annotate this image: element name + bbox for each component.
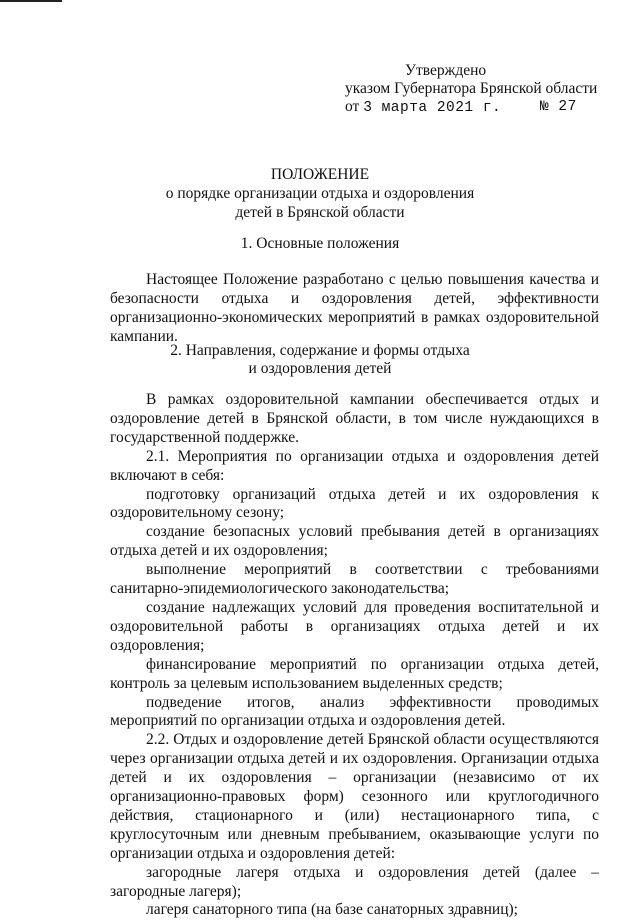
section-2-body	[110, 391, 599, 920]
document-subtitle-line-2: детей в Брянской области	[235, 204, 405, 221]
paragraph: загородные лагеря отдыха и оздоровления детей (далее – загородные лагеря);	[110, 863, 599, 900]
paragraph: В рамках оздоровительной кампании обеспечивается отдых и оздоровление детей в Брянской области, в том числе нуждающихся в государственной поддержке.	[110, 391, 599, 446]
paragraph: выполнение мероприятий в соответствии с требованиями санитарно-эпидемиологического законодательства;	[110, 561, 599, 598]
paragraph: создание надлежащих условий для проведения воспитательной и оздоровительной работы в организациях отдыха детей и их оздоровления;	[110, 598, 599, 654]
paragraph: финансирование мероприятий по организации отдыха детей, контроль за целевым использованием выделенных средств;	[110, 655, 599, 692]
section-1-body	[110, 271, 599, 347]
section-2-heading-line-1: 2. Направления, содержание и формы отдыха	[170, 342, 470, 359]
approval-block	[345, 62, 597, 117]
decree-number: № 27	[540, 99, 577, 115]
paragraph: подготовку организаций отдыха детей и их оздоровления к оздоровительному сезону;	[110, 485, 599, 522]
paragraph: 2.2. Отдых и оздоровление детей Брянской области осуществляются через организации отдыха детей и их оздоровления. Организации отдыха детей и их оздоровления – организации (независимо от их организационно-правовых форм) сезонного или круглогодичного действия, стационарного и (или) нестационарного типа, с круглосуточным или дневным пребыванием, оказывающие услуги по организации отдыха и оздоровления детей:	[110, 731, 599, 862]
approved-label: Утверждено	[405, 62, 487, 79]
paragraph: лагеря санаторного типа (на базе санаторных здравниц);	[146, 901, 518, 919]
paragraph: создание безопасных условий пребывания детей в организациях отдыха детей и их оздоровления;	[110, 523, 599, 560]
date-line	[345, 98, 597, 117]
paragraph: 2.1. Мероприятия по организации отдыха и оздоровления детей включают в себя:	[110, 447, 599, 484]
date-prefix: от	[345, 98, 360, 115]
paragraph: Настоящее Положение разработано с целью повышения качества и безопасности отдыха и оздоровления детей, эффективности организационно-экономических мероприятий в рамках оздоровительной кампании.	[110, 271, 599, 345]
decree-label: указом Губернатора Брянской области	[345, 80, 598, 97]
decree-date: 3 марта 2021 г.	[363, 100, 502, 116]
top-edge-line	[0, 0, 62, 2]
section-2-heading-line-2: и оздоровления детей	[248, 360, 392, 377]
document-title: ПОЛОЖЕНИЕ	[270, 166, 370, 183]
paragraph: подведение итогов, анализ эффективности проводимых мероприятий по организации отдыха и оздоровления детей.	[110, 693, 599, 730]
section-1-heading: 1. Основные положения	[240, 235, 400, 252]
document-subtitle-line-1: о порядке организации отдыха и оздоровления	[165, 185, 475, 202]
